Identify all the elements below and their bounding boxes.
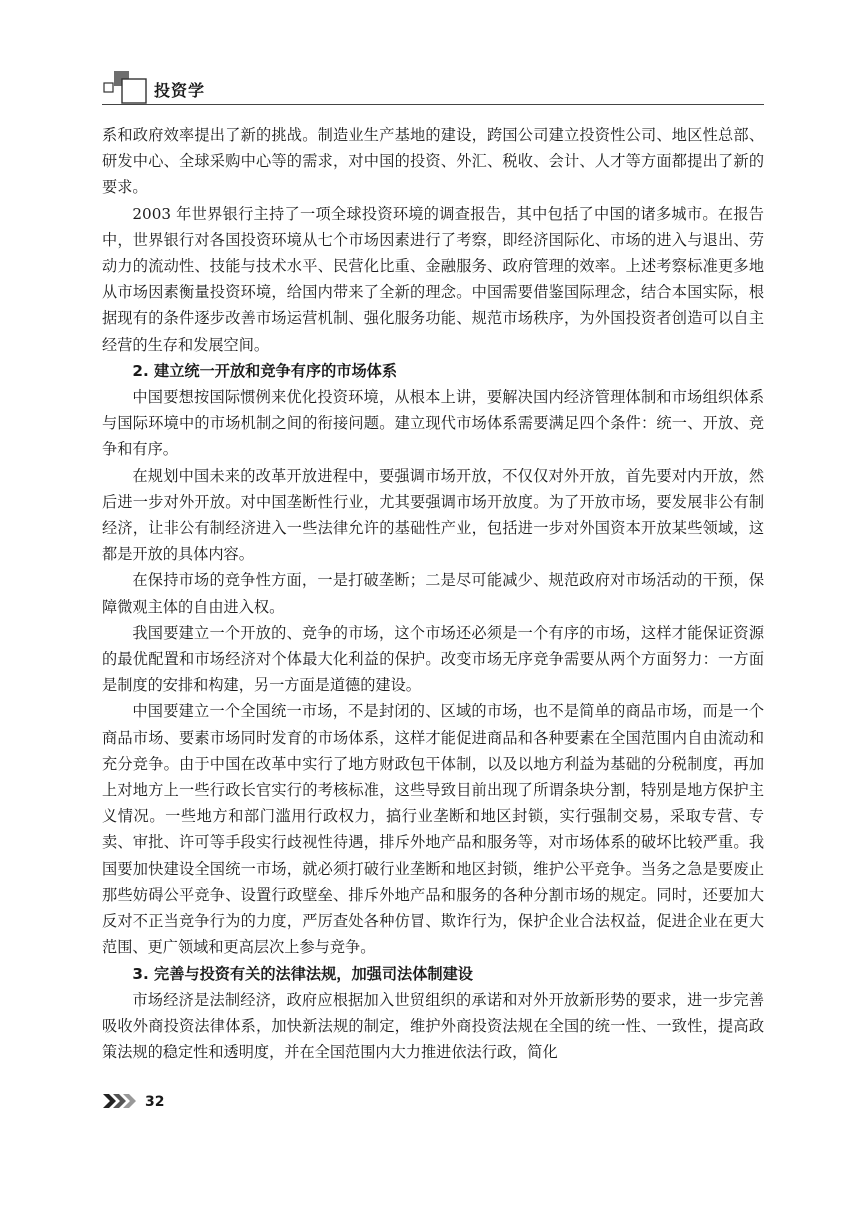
header-title: 投资学 <box>154 81 206 100</box>
page-body <box>102 122 764 1065</box>
header-rule <box>102 104 764 105</box>
paragraph: 市场经济是法制经济，政府应根据加入世贸组织的承诺和对外开放新形势的要求，进一步完善吸收外商投资法律体系，加快新法规的制定，维护外商投资法规在全国的统一性、一致性，提高政策法规的稳定性和透明度，并在全国范围内大力推进依法行政，简化 <box>102 990 764 1062</box>
paragraph: 中国要想按国际惯例来优化投资环境，从根本上讲，要解决国内经济管理体制和市场组织体系与国际环境中的市场机制之间的衔接问题。建立现代市场体系需要满足四个条件：统一、开放、竞争和有序。 <box>102 388 764 459</box>
paragraph: 2003 年世界银行主持了一项全球投资环境的调查报告，其中包括了中国的诸多城市。在报告中，世界银行对各国投资环境从七个市场因素进行了考察，即经济国际化、市场的进入与退出、劳动力的流动性、技能与技术水平、民营化比重、金融服务、政府管理的效率。上述考察标准更多地从市场因素衡量投资环境，给国内带来了全新的理念。中国需要借鉴国际理念，结合本国实际，根据现有的条件逐步改善市场运营机制、强化服务功能、规范市场秩序，为外国投资者创造可以自主经营的生存和发展空间。 <box>102 204 764 354</box>
section-heading: 2. 建立统一开放和竞争有序的市场体系 <box>132 361 398 380</box>
paragraph: 我国要建立一个开放的、竞争的市场，这个市场还必须是一个有序的市场，这样才能保证资源的最优配置和市场经济对个体最大化利益的保护。改变市场无序竞争需要从两个方面努力：一方面是制度的安排和构建，另一方面是道德的建设。 <box>102 623 764 695</box>
section-heading: 3. 完善与投资有关的法律法规，加强司法体制建设 <box>132 964 473 983</box>
chevron-arrows-icon <box>103 1094 139 1108</box>
page-number: 32 <box>145 1094 165 1110</box>
page-header <box>102 66 764 106</box>
paragraph: 中国要建立一个全国统一市场，不是封闭的、区域的市场，也不是简单的商品市场，而是一个商品市场、要素市场同时发育的市场体系，这样才能促进商品和各种要素在全国范围内自由流动和充分竞争。由于中国在改革中实行了地方财政包干体制，以及以地方利益为基础的分税制度，再加上对地方上一些行政长官实行的考核标准，这些导致目前出现了所谓条块分割，特别是地方保护主义情况。一些地方和部门滥用行政权力，搞行业垄断和地区封锁，实行强制交易，采取专营、专卖、审批、许可等手段实行歧视性待遇，排斥外地产品和服务等，对市场体系的破坏比较严重。我国要加快建设全国统一市场，就必须打破行业垄断和地区封锁，维护公平竞争。当务之急是要废止那些妨碍公平竞争、设置行政壁垒、排斥外地产品和服务的各种分割市场的规定。同时，还要加大反对不正当竞争行为的力度，严厉查处各种仿冒、欺诈行为，保护企业合法权益，促进企业在更大范围、更广领域和更高层次上参与竞争。 <box>102 702 764 957</box>
paragraph: 在规划中国未来的改革开放进程中，要强调市场开放，不仅仅对外开放，首先要对内开放，然后进一步对外开放。对中国垄断性行业，尤其要强调市场开放度。为了开放市场，要发展非公有制经济，让非公有制经济进入一些法律允许的基础性产业，包括进一步对外国资本开放某些领域，这都是开放的具体内容。 <box>102 466 764 564</box>
paragraph: 系和政府效率提出了新的挑战。制造业生产基地的建设，跨国公司建立投资性公司、地区性总部、研发中心、全球采购中心等的需求，对中国的投资、外汇、税收、会计、人才等方面都提出了新的要求。 <box>102 126 764 197</box>
paragraph: 在保持市场的竞争性方面，一是打破垄断；二是尽可能减少、规范政府对市场活动的干预，保障微观主体的自由进入权。 <box>102 571 764 616</box>
squares-logo-icon <box>102 66 150 104</box>
